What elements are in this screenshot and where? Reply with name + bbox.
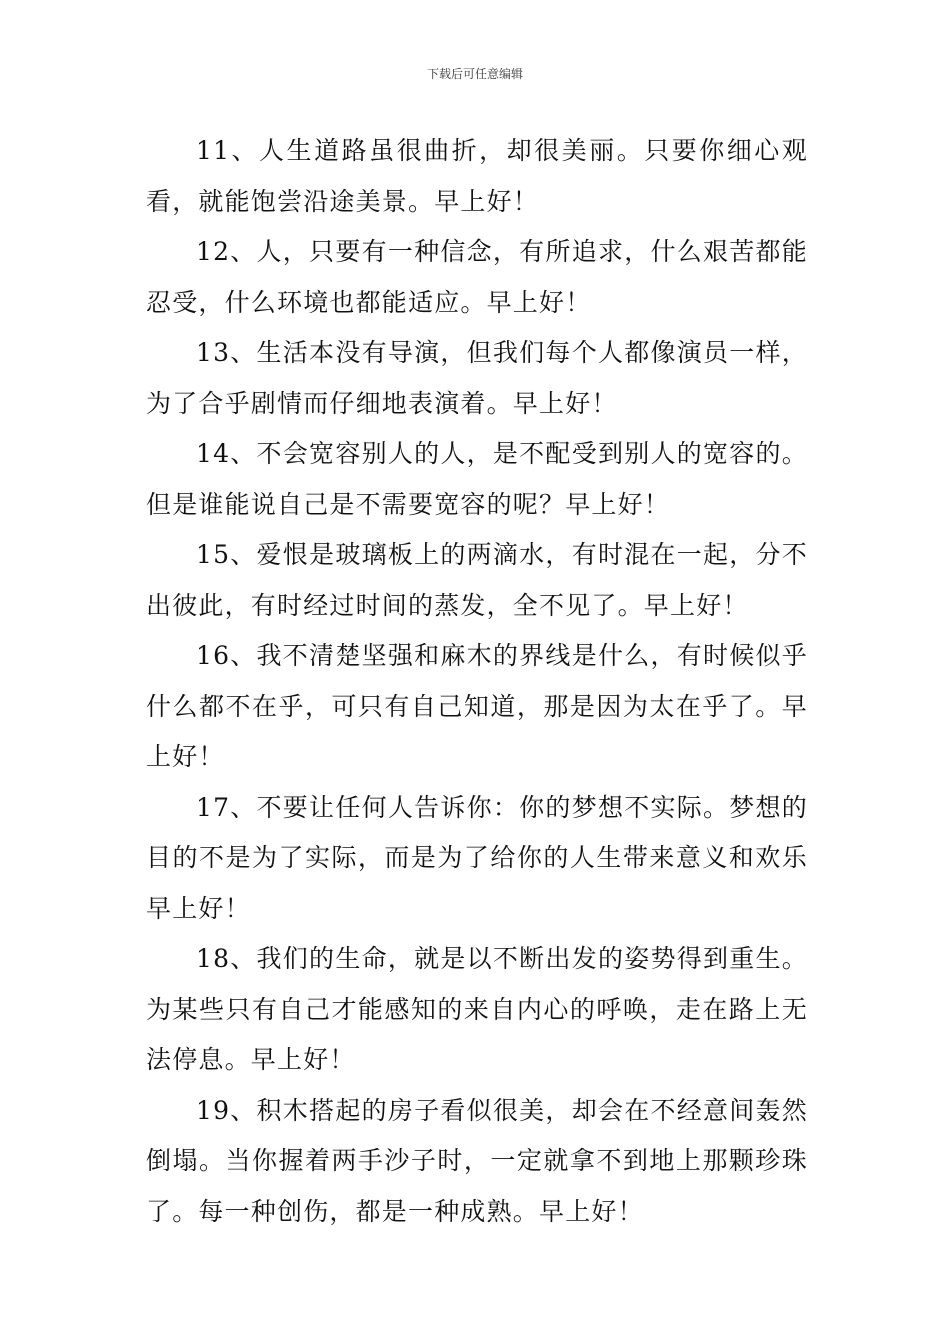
paragraph-15: 15、爱恨是玻璃板上的两滴水，有时混在一起，分不出彼此，有时经过时间的蒸发，全不见了。早上好！ <box>146 540 808 620</box>
paragraph-17: 17、不要让任何人告诉你：你的梦想不实际。梦想的目的不是为了实际，而是为了给你的人生带来意义和欢乐早上好！ <box>146 792 808 923</box>
paragraph-19: 19、积木搭起的房子看似很美，却会在不经意间轰然倒塌。当你握着两手沙子时，一定就拿不到地上那颗珍珠了。每一种创伤，都是一种成熟。早上好！ <box>146 1095 808 1226</box>
paragraph-12: 12、人，只要有一种信念，有所追求，什么艰苦都能忍受，什么环境也都能适应。早上好！ <box>146 237 808 317</box>
paragraph-11: 11、人生道路虽很曲折，却很美丽。只要你细心观看，就能饱尝沿途美景。早上好！ <box>146 136 808 216</box>
paragraph-14: 14、不会宽容别人的人，是不配受到别人的宽容的。但是谁能说自己是不需要宽容的呢？早上好！ <box>146 439 808 519</box>
document-body <box>146 126 808 1237</box>
paragraph-16: 16、我不清楚坚强和麻木的界线是什么，有时候似乎什么都不在乎，可只有自己知道，那是因为太在乎了。早上好！ <box>146 641 808 771</box>
header-note: 下载后可任意编辑 <box>426 67 523 81</box>
paragraph-13: 13、生活本没有导演，但我们每个人都像演员一样，为了合乎剧情而仔细地表演着。早上好！ <box>146 338 808 418</box>
paragraph-18: 18、我们的生命，就是以不断出发的姿势得到重生。为某些只有自己才能感知的来自内心的呼唤，走在路上无法停息。早上好！ <box>146 944 808 1074</box>
